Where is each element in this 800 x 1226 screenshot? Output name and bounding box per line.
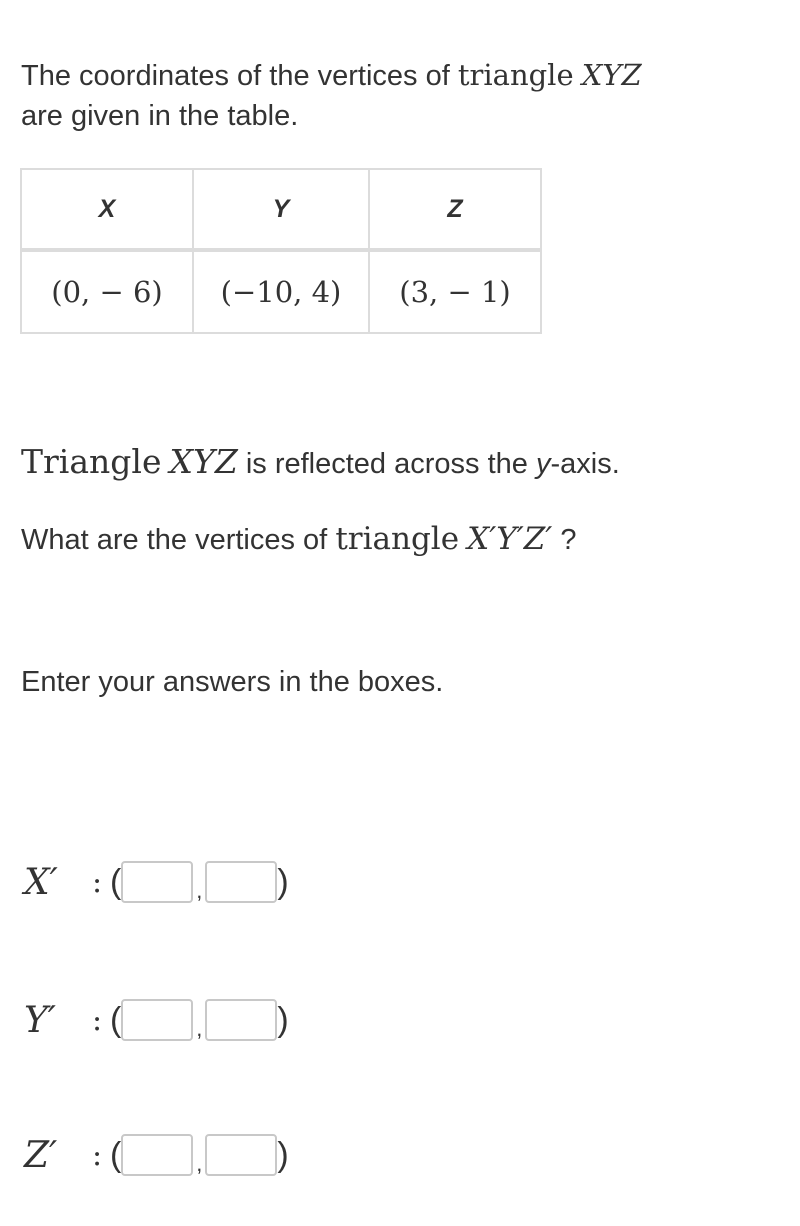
question-mark: ? bbox=[560, 524, 577, 556]
reflection-statement bbox=[21, 440, 620, 486]
coordinates-table bbox=[20, 168, 542, 334]
reflection-axis-suffix: -axis. bbox=[550, 448, 620, 480]
answer-row-y-prime bbox=[24, 990, 289, 1050]
open-paren: ( bbox=[110, 1000, 122, 1039]
reflection-triangle-word: Triangle bbox=[21, 442, 162, 481]
open-paren: ( bbox=[110, 862, 122, 901]
z-prime-y-coordinate-input[interactable] bbox=[205, 1134, 277, 1176]
table-cell-y: (−10, 4) bbox=[193, 250, 369, 333]
close-paren: ) bbox=[277, 1135, 289, 1174]
question-triangle-word: triangle bbox=[335, 521, 460, 557]
close-paren: ) bbox=[277, 1000, 289, 1039]
answer-label-y-prime: Y′ bbox=[24, 999, 56, 1041]
intro-text: The coordinates of the vertices of bbox=[21, 60, 450, 92]
y-prime-x-coordinate-input[interactable] bbox=[121, 999, 193, 1041]
open-paren: ( bbox=[110, 1135, 122, 1174]
question-lead: What are the vertices of bbox=[21, 524, 328, 556]
table-header-y: Y bbox=[193, 169, 369, 250]
intro-text-after: are given in the table. bbox=[21, 100, 299, 132]
reflection-triangle-name: XYZ bbox=[169, 442, 238, 481]
reflection-text: is reflected across the bbox=[245, 448, 528, 480]
close-paren: ) bbox=[277, 862, 289, 901]
table-header-z: Z bbox=[369, 169, 541, 250]
x-prime-x-coordinate-input[interactable] bbox=[121, 861, 193, 903]
intro-triangle-name: XYZ bbox=[581, 58, 642, 92]
answer-label-x-prime: X′ bbox=[24, 861, 58, 903]
colon: : bbox=[91, 1002, 103, 1038]
answer-label-z-prime: Z′ bbox=[24, 1134, 58, 1176]
comma: , bbox=[196, 1151, 203, 1176]
y-prime-y-coordinate-input[interactable] bbox=[205, 999, 277, 1041]
colon: : bbox=[91, 1137, 103, 1173]
question-triangle-name: X′Y′Z′ bbox=[467, 521, 553, 557]
intro-triangle-word: triangle bbox=[457, 58, 574, 92]
table-row bbox=[21, 250, 541, 333]
answer-row-z-prime bbox=[24, 1125, 289, 1185]
answer-row-x-prime bbox=[24, 852, 289, 912]
instruction-text: Enter your answers in the boxes. bbox=[21, 666, 444, 698]
table-header-row bbox=[21, 169, 541, 250]
table-cell-x: (0, − 6) bbox=[21, 250, 193, 333]
z-prime-x-coordinate-input[interactable] bbox=[121, 1134, 193, 1176]
comma: , bbox=[196, 878, 203, 903]
question-text bbox=[21, 517, 577, 562]
reflection-axis-var: y bbox=[535, 448, 551, 480]
table-cell-z: (3, − 1) bbox=[369, 250, 541, 333]
x-prime-y-coordinate-input[interactable] bbox=[205, 861, 277, 903]
comma: , bbox=[196, 1016, 203, 1041]
table-header-x: X bbox=[21, 169, 193, 250]
problem-intro bbox=[21, 55, 761, 136]
colon: : bbox=[91, 864, 103, 900]
